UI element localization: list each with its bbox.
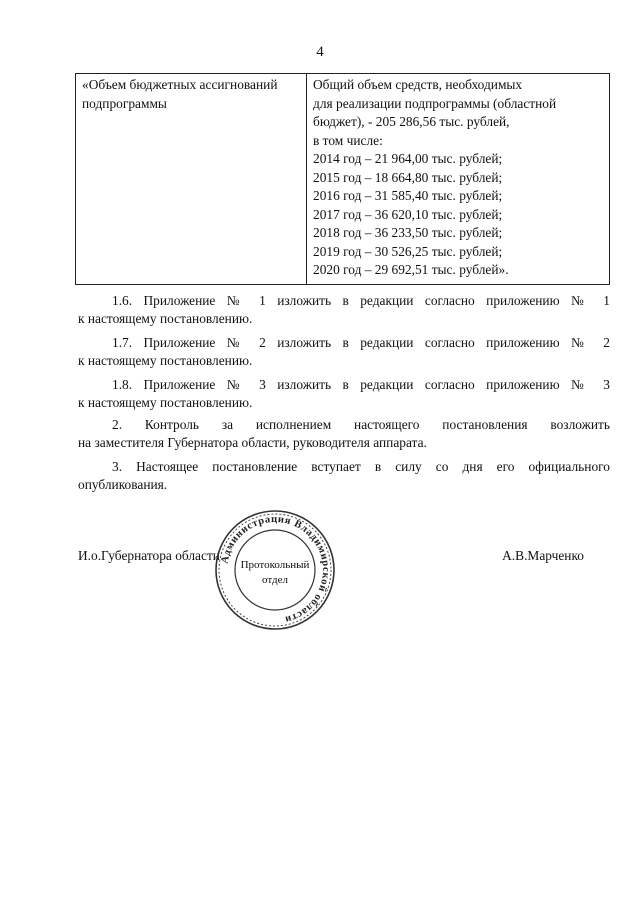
budget-line: 2020 год – 29 692,51 тыс. рублей». [313,262,509,277]
signatory-name: А.В.Марченко [502,548,584,563]
paragraph-line: к настоящему постановлению. [78,311,253,326]
page-number: 4 [316,44,324,60]
official-stamp-icon [213,508,337,632]
paragraph-1-8 [78,376,610,412]
paragraph-line: на заместителя Губернатора области, руководителя аппарата. [78,435,427,450]
table-row [76,74,610,285]
budget-line: 2019 год – 30 526,25 тыс. рублей; [313,243,503,259]
budget-line: 2016 год – 31 585,40 тыс. рублей; [313,188,503,203]
stamp-center-line: отдел [262,574,288,586]
budget-value-cell [307,74,610,285]
paragraph-line: 1.7. Приложение № 2 изложить в редакции согласно приложению № 2 [112,335,610,350]
budget-line: бюджет), - 205 286,56 тыс. рублей, [313,114,510,129]
budget-line: для реализации подпрограммы (областной [313,95,557,111]
paragraph-2 [78,416,610,452]
stamp-center-line: Протокольный [240,559,310,571]
paragraph-line: 2. Контроль за исполнением настоящего постановления возложить [112,417,610,432]
budget-line: в том числе: [313,132,383,148]
paragraph-1-6 [78,292,610,328]
paragraph-line: к настоящему постановлению. [78,395,253,410]
paragraph-line: к настоящему постановлению. [78,353,253,368]
paragraph-line: 1.6. Приложение № 1 изложить в редакции согласно приложению № 1 [112,293,610,308]
budget-label-cell: «Объем бюджетных ассигнований подпрограммы [76,74,307,285]
budget-line: Общий объем средств, необходимых [313,77,523,92]
budget-line: 2014 год – 21 964,00 тыс. рублей; [313,151,503,166]
budget-line: 2018 год – 36 233,50 тыс. рублей; [313,225,503,240]
signatory-title: И.о.Губернатора области [78,548,220,563]
budget-line: 2015 год – 18 664,80 тыс. рублей; [313,169,503,185]
paragraph-3 [78,458,610,494]
budget-line: 2017 год – 36 620,10 тыс. рублей; [313,206,503,222]
paragraph-line: 1.8. Приложение № 3 изложить в редакции согласно приложению № 3 [112,377,610,392]
budget-table [75,73,610,285]
stamp-ring-text: Администрация Владимирской области [219,513,332,625]
paragraph-line: 3. Настоящее постановление вступает в силу со дня его официального [112,459,610,474]
paragraph-1-7 [78,334,610,370]
paragraph-line: опубликования. [78,477,168,492]
signature-block [78,548,610,572]
